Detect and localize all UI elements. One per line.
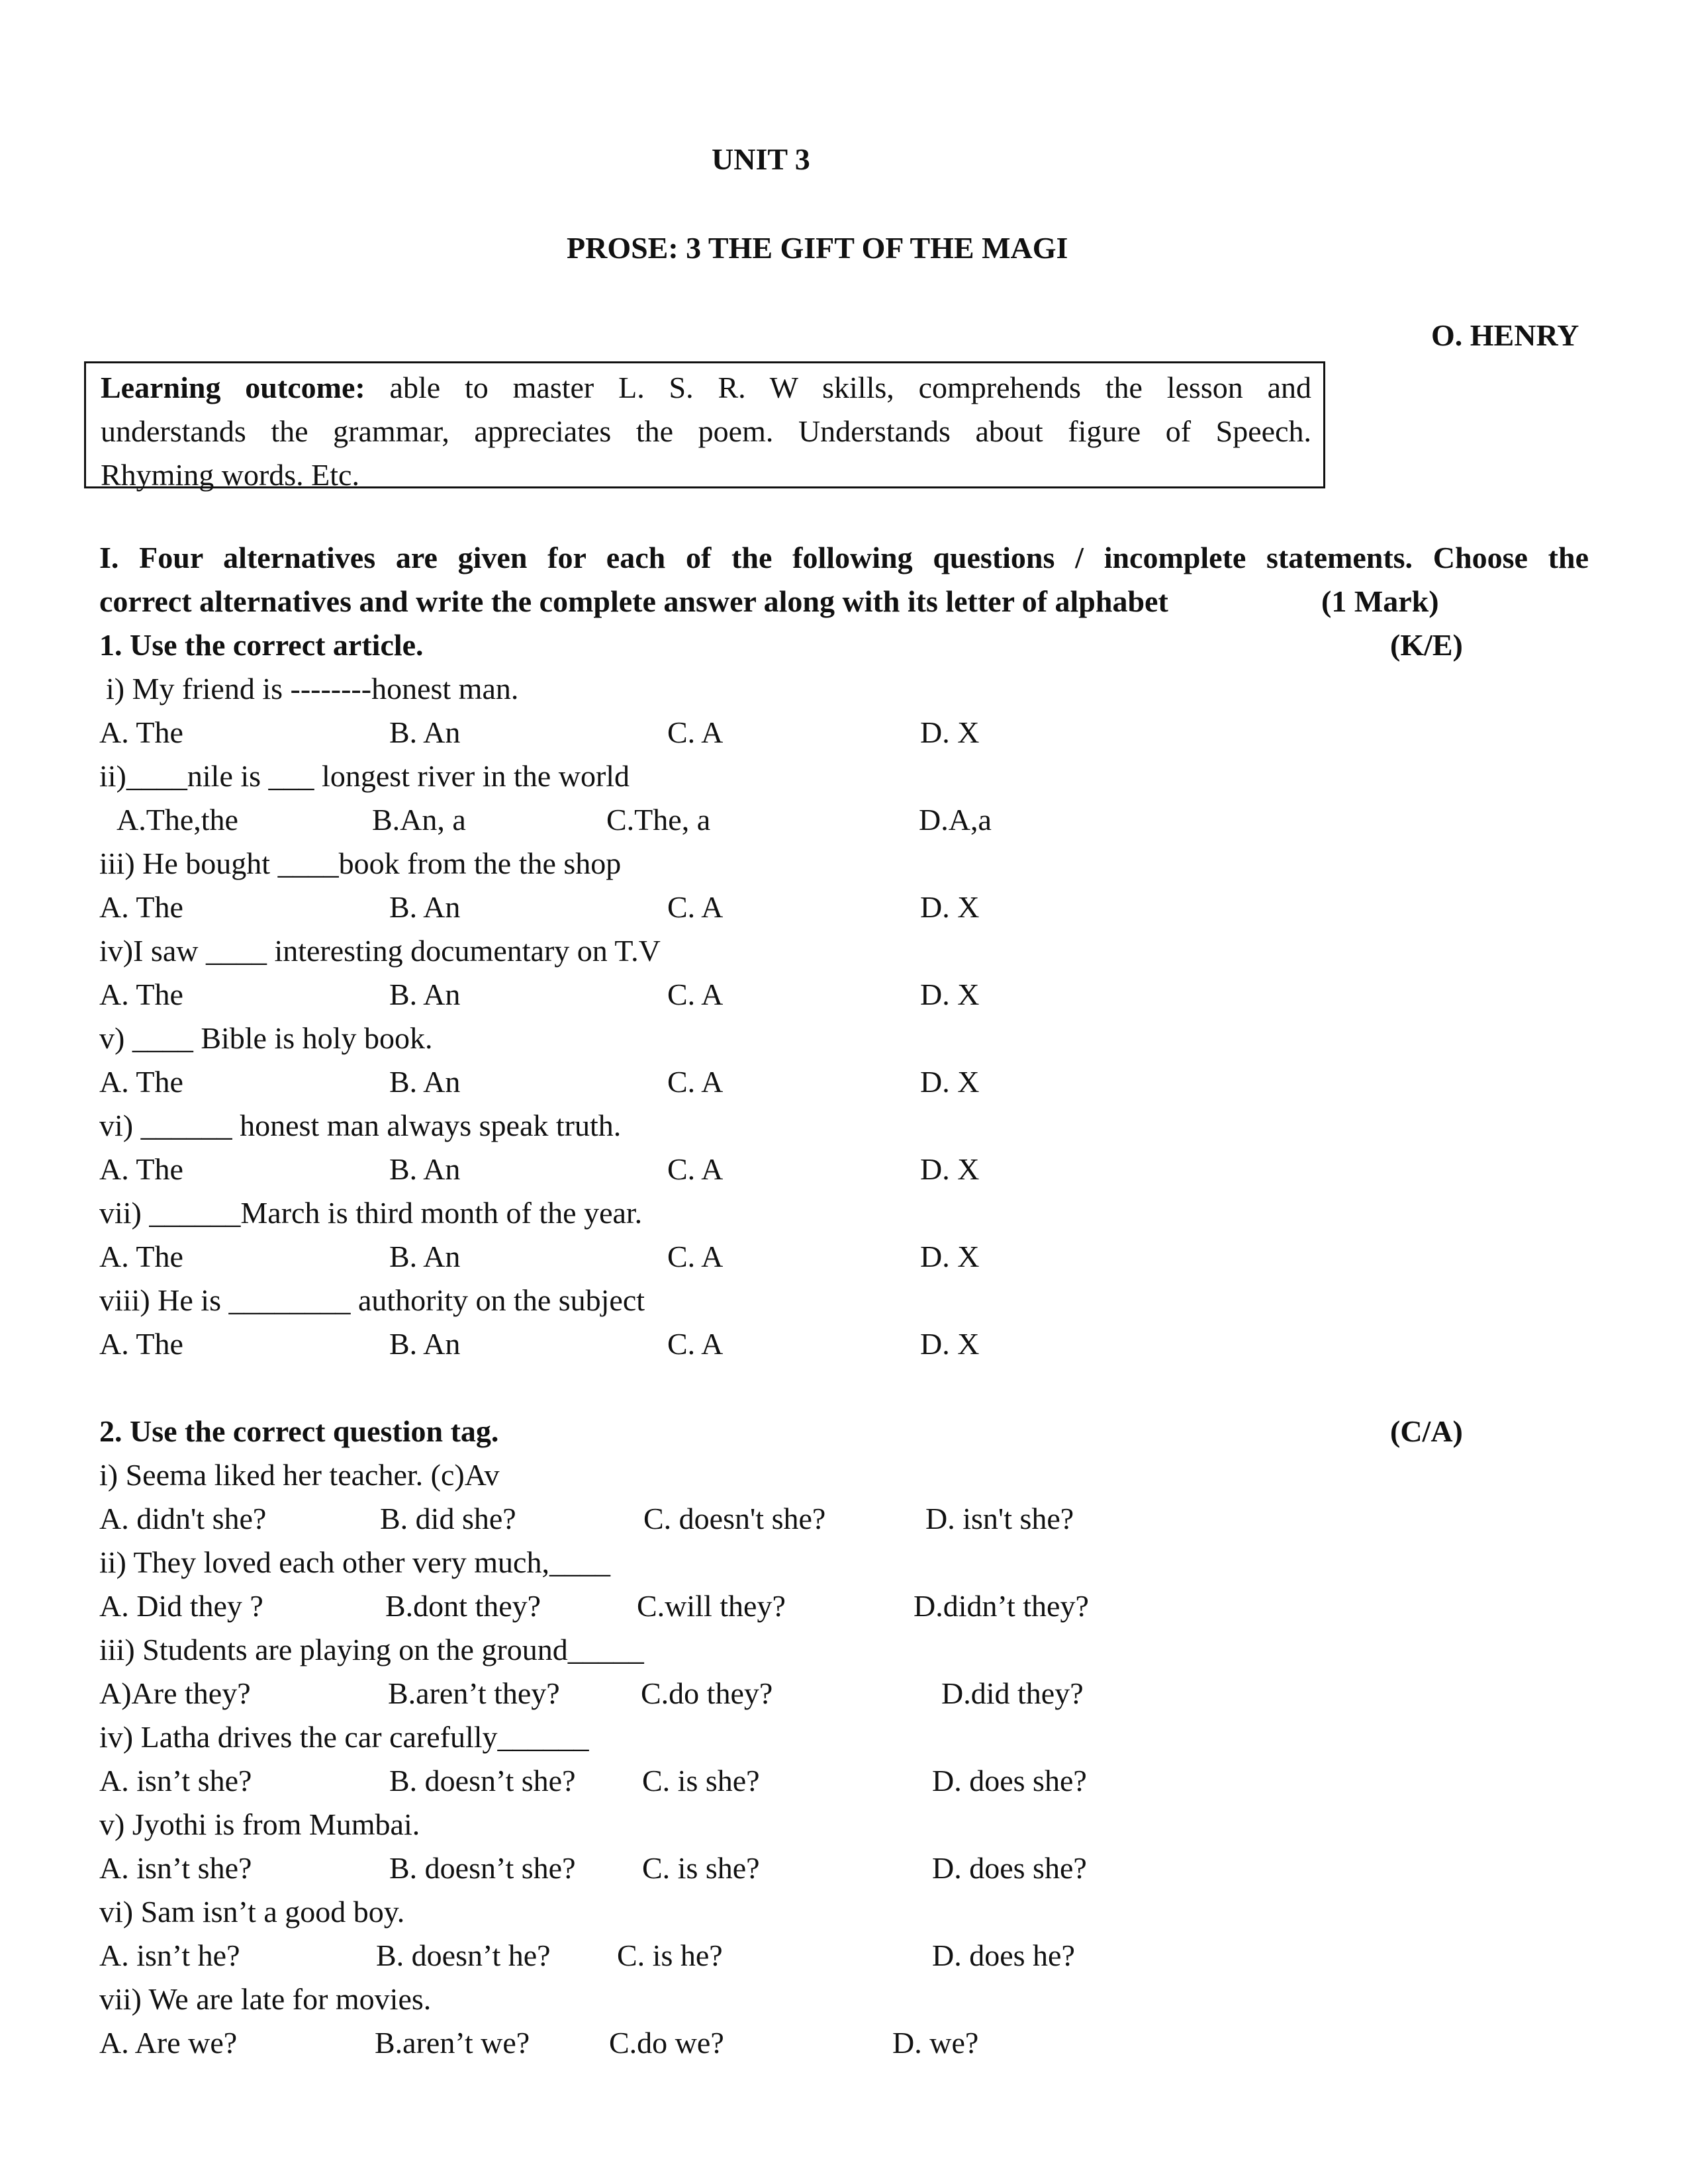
prose-title: PROSE: 3 THE GIFT OF THE MAGI	[567, 231, 1068, 265]
q2-item-4-option-d: D. does she?	[932, 1764, 1087, 1797]
q1-item-5-option-b: B. An	[389, 1065, 461, 1099]
q1-item-6-option-c: C. A	[667, 1152, 724, 1186]
q2-item-3-option-b: B.aren’t they?	[388, 1676, 560, 1710]
q1-item-4-option-b: B. An	[389, 978, 461, 1011]
q1-tag: (K/E)	[1390, 628, 1463, 662]
q1-item-4-option-a: A. The	[99, 978, 183, 1011]
q2-item-7-option-c: C.do we?	[609, 2026, 724, 2060]
q2-item-2-option-d: D.didn’t they?	[914, 1589, 1089, 1623]
q2-item-3-stem: iii) Students are playing on the ground_____	[99, 1633, 644, 1666]
q2-item-5-option-c: C. is she?	[642, 1851, 760, 1885]
learning-outcome-line-2: understands the grammar, appreciates the poem. Understands about figure of Speech.	[101, 414, 1311, 448]
q2-item-7-option-b: B.aren’t we?	[375, 2026, 530, 2060]
q2-item-7-stem: vii) We are late for movies.	[99, 1982, 432, 2016]
q1-item-8-option-a: A. The	[99, 1327, 183, 1361]
q2-item-3-option-d: D.did they?	[941, 1676, 1084, 1710]
q1-item-6-option-b: B. An	[389, 1152, 461, 1186]
q1-item-5-option-a: A. The	[99, 1065, 183, 1099]
q2-item-1-option-d: D. isn't she?	[925, 1502, 1074, 1535]
q1-item-3-option-d: D. X	[920, 890, 980, 924]
q2-item-5-stem: v) Jyothi is from Mumbai.	[99, 1807, 420, 1841]
q1-item-2-option-d: D.A,a	[919, 803, 992, 837]
q2-item-2-stem: ii) They loved each other very much,____	[99, 1545, 610, 1579]
section-instruction-line-2: correct alternatives and write the complete answer along with its letter of alphabet	[99, 584, 1168, 618]
q1-item-6-stem: vi) ______ honest man always speak truth.	[99, 1109, 622, 1142]
q1-item-1-stem: i) My friend is --------honest man.	[106, 672, 519, 705]
q2-item-2-option-c: C.will they?	[637, 1589, 786, 1623]
q1-item-4-stem: iv)I saw ____ interesting documentary on T.V	[99, 934, 661, 968]
q1-item-8-option-b: B. An	[389, 1327, 461, 1361]
q2-item-3-option-a: A)Are they?	[99, 1676, 251, 1710]
q1-item-8-option-d: D. X	[920, 1327, 980, 1361]
q1-item-4-option-c: C. A	[667, 978, 724, 1011]
q1-item-1-option-d: D. X	[920, 715, 980, 749]
section-instruction-line-1: I. Four alternatives are given for each of the following questions / incomplete statements. Choose the	[99, 541, 1589, 574]
q1-item-3-stem: iii) He bought ____book from the the shop	[99, 846, 622, 880]
q2-title: 2. Use the correct question tag.	[99, 1414, 499, 1448]
q2-item-5-option-b: B. doesn’t she?	[389, 1851, 576, 1885]
q1-item-7-option-c: C. A	[667, 1240, 724, 1273]
q2-tag: (C/A)	[1390, 1414, 1463, 1448]
q2-item-1-option-c: C. doesn't she?	[643, 1502, 826, 1535]
q1-item-7-option-a: A. The	[99, 1240, 183, 1273]
q1-item-1-option-b: B. An	[389, 715, 461, 749]
q2-item-6-option-a: A. isn’t he?	[99, 1938, 240, 1972]
learning-outcome-text-1: able to master L. S. R. W skills, comprehends the lesson and	[389, 371, 1312, 404]
q1-item-1-option-c: C. A	[667, 715, 724, 749]
q2-item-6-option-b: B. doesn’t he?	[376, 1938, 551, 1972]
q2-item-1-option-b: B. did she?	[380, 1502, 516, 1535]
q1-item-8-option-c: C. A	[667, 1327, 724, 1361]
q1-item-8-stem: viii) He is ________ authority on the subject	[99, 1283, 645, 1317]
q2-item-4-option-a: A. isn’t she?	[99, 1764, 252, 1797]
q1-item-3-option-c: C. A	[667, 890, 724, 924]
q1-item-3-option-b: B. An	[389, 890, 461, 924]
q1-item-4-option-d: D. X	[920, 978, 980, 1011]
q1-item-6-option-a: A. The	[99, 1152, 183, 1186]
q1-item-6-option-d: D. X	[920, 1152, 980, 1186]
q1-item-2-option-a: A.The,the	[117, 803, 238, 837]
q1-item-7-option-b: B. An	[389, 1240, 461, 1273]
q1-item-5-option-c: C. A	[667, 1065, 724, 1099]
q2-item-5-option-a: A. isn’t she?	[99, 1851, 252, 1885]
learning-outcome-label: Learning outcome:	[101, 371, 365, 404]
q2-item-4-option-b: B. doesn’t she?	[389, 1764, 576, 1797]
author-name: O. HENRY	[1431, 318, 1579, 352]
q2-item-1-option-a: A. didn't she?	[99, 1502, 267, 1535]
q1-item-3-option-a: A. The	[99, 890, 183, 924]
section-marks: (1 Mark)	[1321, 584, 1439, 618]
learning-outcome-line-3: Rhyming words. Etc.	[101, 458, 359, 492]
q2-item-6-stem: vi) Sam isn’t a good boy.	[99, 1895, 405, 1929]
q2-item-1-stem: i) Seema liked her teacher. (c)Av	[99, 1458, 500, 1492]
q2-item-3-option-c: C.do they?	[641, 1676, 773, 1710]
q1-item-5-option-d: D. X	[920, 1065, 980, 1099]
q1-item-7-stem: vii) ______March is third month of the year.	[99, 1196, 643, 1230]
learning-outcome-line-1	[101, 366, 1311, 410]
learning-outcome-box	[84, 361, 1325, 492]
q2-item-5-option-d: D. does she?	[932, 1851, 1087, 1885]
q2-item-6-option-d: D. does he?	[932, 1938, 1075, 1972]
q1-item-1-option-a: A. The	[99, 715, 183, 749]
q1-item-2-option-c: C.The, a	[606, 803, 711, 837]
unit-heading: UNIT 3	[712, 142, 810, 176]
q2-item-7-option-d: D. we?	[892, 2026, 979, 2060]
q1-item-2-option-b: B.An, a	[372, 803, 466, 837]
q2-item-2-option-a: A. Did they ?	[99, 1589, 263, 1623]
q2-item-2-option-b: B.dont they?	[385, 1589, 541, 1623]
q1-title: 1. Use the correct article.	[99, 628, 424, 662]
q2-item-6-option-c: C. is he?	[617, 1938, 723, 1972]
q1-item-2-stem: ii)____nile is ___ longest river in the world	[99, 759, 630, 793]
q2-item-7-option-a: A. Are we?	[99, 2026, 238, 2060]
q2-item-4-stem: iv) Latha drives the car carefully______	[99, 1720, 589, 1754]
q1-item-5-stem: v) ____ Bible is holy book.	[99, 1021, 433, 1055]
q2-item-4-option-c: C. is she?	[642, 1764, 760, 1797]
q1-item-7-option-d: D. X	[920, 1240, 980, 1273]
